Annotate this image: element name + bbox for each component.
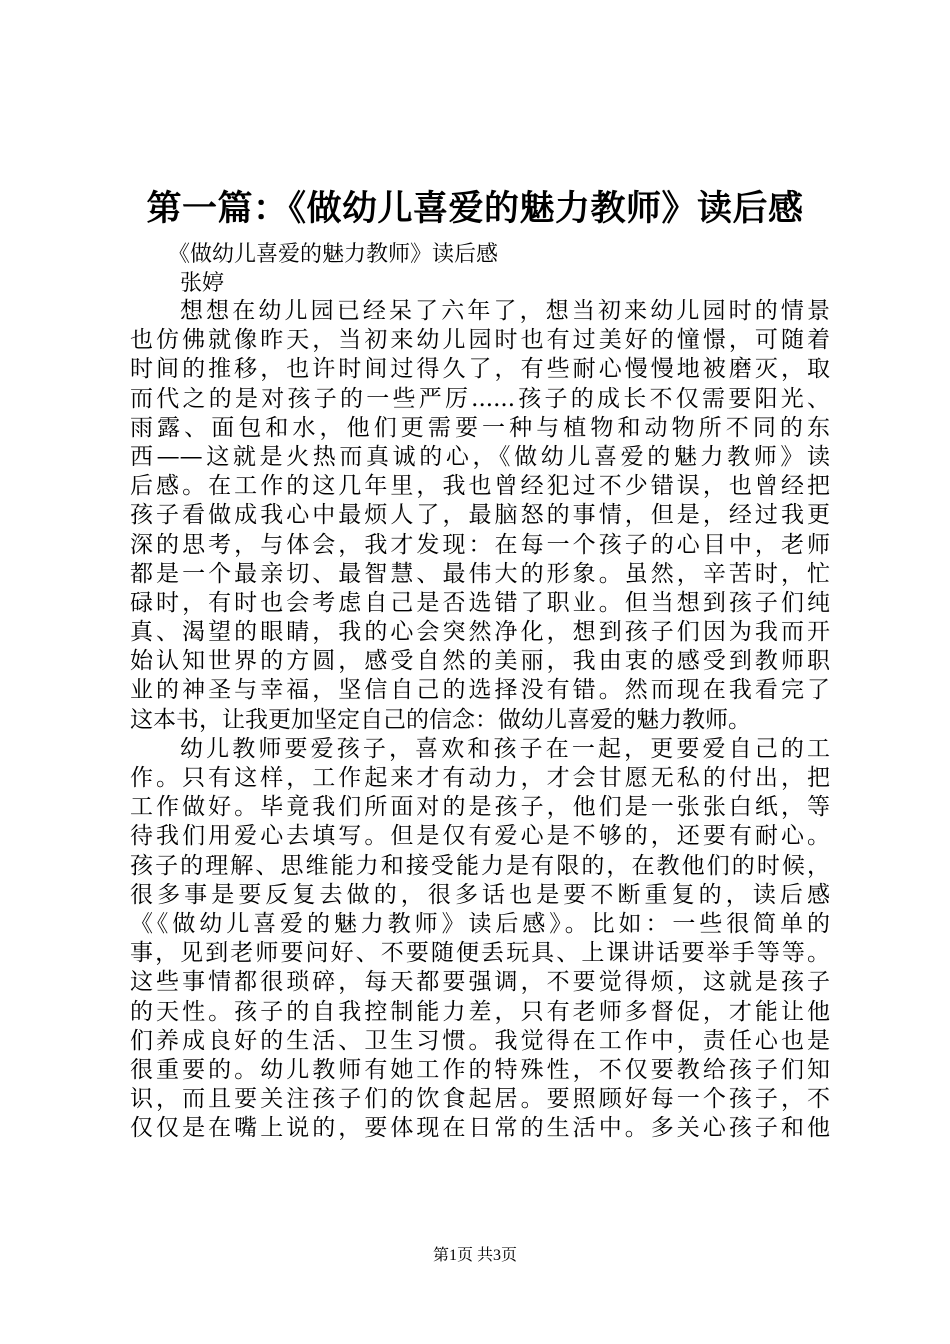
text-line: 们养成良好的生活、卫生习惯。我觉得在工作中，责任心也是 [130, 1027, 830, 1054]
text-line: 时间的推移，也许时间过得久了，有些耐心慢慢地被磨灭，取 [130, 356, 830, 383]
text-line: 很重要的。幼儿教师有她工作的特殊性，不仅要教给孩子们知 [130, 1056, 830, 1083]
text-line: 想想在幼儿园已经呆了六年了，想当初来幼儿园时的情景 [180, 298, 830, 324]
essay-subtitle: 《做幼儿喜爱的魅力教师》读后感 [168, 242, 499, 267]
text-line: 孩子的理解、思维能力和接受能力是有限的，在教他们的时候， [130, 852, 830, 879]
text-line: 这本书，让我更加坚定自己的信念：做幼儿喜爱的魅力教师。 [130, 706, 751, 733]
text-line: 孩子看做成我心中最烦人了，最脑怒的事情，但是，经过我更 [130, 502, 830, 529]
page-footer: 第1页 共3页 [432, 1247, 517, 1264]
text-line: 这些事情都很琐碎，每天都要强调，不要觉得烦，这就是孩子 [130, 969, 830, 996]
author-name: 张婷 [180, 271, 225, 296]
text-line: 西——这就是火热而真诚的心，《做幼儿喜爱的魅力教师》读 [130, 443, 830, 470]
text-line: 仅仅是在嘴上说的，要体现在日常的生活中。多关心孩子和他 [130, 1115, 830, 1142]
text-line: 始认知世界的方圆，感受自然的美丽，我由衷的感受到教师职 [130, 648, 830, 675]
text-line: 真、渴望的眼睛，我的心会突然净化，想到孩子们因为我而开 [130, 619, 830, 646]
text-line: 碌时，有时也会考虑自己是否选错了职业。但当想到孩子们纯 [130, 589, 830, 616]
text-line: 雨露、面包和水，他们更需要一种与植物和动物所不同的东 [130, 414, 830, 441]
text-line: 都是一个最亲切、最智慧、最伟大的形象。虽然，辛苦时，忙 [130, 560, 830, 587]
text-line: 识，而且要关注孩子们的饮食起居。要照顾好每一个孩子，不 [130, 1086, 830, 1113]
text-line: 事，见到老师要问好、不要随便丢玩具、上课讲话要举手等等。 [130, 940, 830, 967]
text-line: 也仿佛就像昨天，当初来幼儿园时也有过美好的憧憬，可随着 [130, 327, 830, 354]
text-line: 待我们用爱心去填写。但是仅有爱心是不够的，还要有耐心。 [130, 823, 830, 850]
text-line: 深的思考，与体会，我才发现：在每一个孩子的心目中，老师 [130, 531, 830, 558]
text-line: 而代之的是对孩子的一些严厉......孩子的成长不仅需要阳光、 [130, 385, 830, 412]
text-line: 业的神圣与幸福，坚信自己的选择没有错。然而现在我看完了 [130, 677, 830, 704]
text-line: 的天性。孩子的自我控制能力差，只有老师多督促，才能让他 [130, 998, 830, 1025]
text-line: 幼儿教师要爱孩子，喜欢和孩子在一起，更要爱自己的工 [180, 735, 830, 762]
text-line: 作。只有这样，工作起来才有动力，才会甘愿无私的付出，把 [130, 765, 830, 791]
document-title: 第一篇：《做幼儿喜爱的魅力教师》读后感 [146, 188, 804, 229]
text-line: 《《做幼儿喜爱的魅力教师》读后感》。比如：一些很简单的 [130, 910, 830, 937]
text-line: 后感。在工作的这几年里，我也曾经犯过不少错误，也曾经把 [130, 473, 830, 500]
essay-body [130, 297, 830, 1143]
text-line: 很多事是要反复去做的，很多话也是要不断重复的，读后感 [130, 881, 830, 908]
text-line: 工作做好。毕竟我们所面对的是孩子，他们是一张张白纸，等 [130, 794, 830, 821]
